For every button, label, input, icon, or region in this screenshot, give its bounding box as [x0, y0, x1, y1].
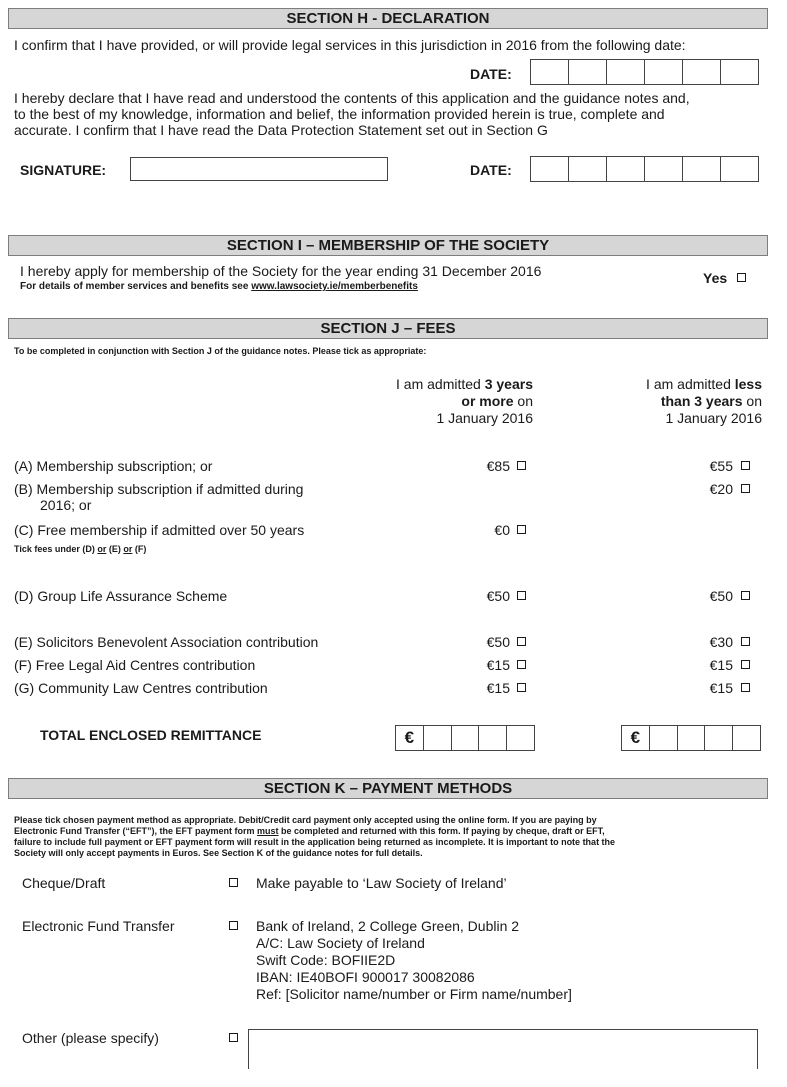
- date-field-1[interactable]: [530, 59, 759, 85]
- section-i-header: [8, 235, 768, 256]
- row-d-fee1: €50: [486, 588, 510, 604]
- row-g-label: (G) Community Law Centres contribution: [14, 680, 268, 696]
- row-g-checkbox-2[interactable]: [741, 683, 750, 692]
- row-d-fee2: €50: [709, 588, 733, 604]
- date-label-2: DATE:: [470, 162, 512, 178]
- row-b-checkbox-2[interactable]: [741, 484, 750, 493]
- payment-para-2: Electronic Fund Transfer (“EFT”), the EFT payment form must be completed and returned with this form. If paying by cheque, draft or EFT,: [14, 826, 605, 836]
- row-b-fee2: €20: [709, 481, 733, 497]
- total-field-2[interactable]: [621, 725, 761, 751]
- section-k-header: [8, 778, 768, 799]
- eft-checkbox[interactable]: [229, 921, 238, 930]
- section-j-title: SECTION J – FEES: [320, 320, 456, 337]
- row-c-checkbox-1[interactable]: [517, 525, 526, 534]
- section-j-header: [8, 318, 768, 339]
- col2-header-line2: than 3 years on: [660, 393, 762, 409]
- row-e-checkbox-1[interactable]: [517, 637, 526, 646]
- confirm-text: I confirm that I have provided, or will provide legal services in this jurisdiction in 2016 from the following date:: [14, 37, 686, 53]
- row-d-label: (D) Group Life Assurance Scheme: [14, 588, 228, 604]
- payment-para-3: failure to include full payment or EFT payment form will result in the application being returned as incomplete. It is important to note that the: [14, 837, 616, 847]
- section-h-header: [8, 8, 768, 29]
- row-e-checkbox-2[interactable]: [741, 637, 750, 646]
- cheque-label: Cheque/Draft: [22, 875, 106, 891]
- euro-symbol-2: €: [630, 728, 641, 747]
- member-benefits-link[interactable]: www.lawsociety.ie/memberbenefits: [251, 281, 418, 292]
- row-e-label: (E) Solicitors Benevolent Association contribution: [14, 634, 319, 650]
- row-a-label: (A) Membership subscription; or: [14, 458, 213, 474]
- date-label: DATE:: [470, 66, 512, 82]
- row-f-label: (F) Free Legal Aid Centres contribution: [14, 657, 256, 673]
- col2-header-line1: I am admitted less: [646, 376, 762, 392]
- details-prefix: For details of member services and benefits see: [20, 281, 252, 292]
- row-f-checkbox-2[interactable]: [741, 660, 750, 669]
- row-f-fee1: €15: [486, 657, 510, 673]
- declare-line-2: to the best of my knowledge, information and belief, the information provided herein is true, complete and: [14, 106, 665, 122]
- row-e-fee1: €50: [486, 634, 510, 650]
- row-d-checkbox-2[interactable]: [741, 591, 750, 600]
- section-k-title: SECTION K – PAYMENT METHODS: [263, 780, 513, 797]
- row-a-fee1: €85: [486, 458, 510, 474]
- row-g-fee2: €15: [709, 680, 733, 696]
- col1-header-line3: 1 January 2016: [436, 410, 533, 426]
- row-b-label-2: 2016; or: [40, 497, 92, 513]
- row-a-fee2: €55: [709, 458, 733, 474]
- eft-line-1: Bank of Ireland, 2 College Green, Dublin 2: [256, 918, 520, 934]
- eft-label: Electronic Fund Transfer: [22, 918, 175, 934]
- total-field-1[interactable]: [395, 725, 535, 751]
- row-g-fee1: €15: [486, 680, 510, 696]
- other-label: Other (please specify): [22, 1030, 159, 1046]
- eft-line-4: IBAN: IE40BOFI 900017 30082086: [256, 969, 475, 985]
- row-d-checkbox-1[interactable]: [517, 591, 526, 600]
- row-f-fee2: €15: [709, 657, 733, 673]
- row-f-checkbox-1[interactable]: [517, 660, 526, 669]
- col1-header-line1: I am admitted 3 years: [396, 376, 533, 392]
- other-checkbox[interactable]: [229, 1033, 238, 1042]
- membership-yes-checkbox[interactable]: [737, 273, 746, 282]
- row-b-label-1: (B) Membership subscription if admitted during: [14, 481, 304, 497]
- eft-line-3: Swift Code: BOFIIE2D: [256, 952, 396, 968]
- cheque-text: Make payable to ‘Law Society of Ireland’: [256, 875, 507, 891]
- yes-label: Yes: [703, 270, 728, 286]
- row-a-checkbox-1[interactable]: [517, 461, 526, 470]
- row-a-checkbox-2[interactable]: [741, 461, 750, 470]
- eft-line-2: A/C: Law Society of Ireland: [256, 935, 425, 951]
- signature-field[interactable]: [130, 157, 388, 181]
- section-i-title: SECTION I – MEMBERSHIP OF THE SOCIETY: [226, 237, 550, 254]
- total-remittance-label: TOTAL ENCLOSED REMITTANCE: [40, 727, 262, 743]
- declare-line-3: accurate. I confirm that I have read the Data Protection Statement set out in Section G: [14, 122, 548, 138]
- declare-line-1: I hereby declare that I have read and understood the contents of this application and the guidance notes and,: [14, 90, 690, 106]
- cheque-checkbox[interactable]: [229, 878, 238, 887]
- eft-line-5: Ref: [Solicitor name/number or Firm name/number]: [256, 986, 572, 1002]
- euro-symbol-1: €: [404, 728, 415, 747]
- other-specify-field[interactable]: [248, 1029, 758, 1069]
- apply-text: I hereby apply for membership of the Society for the year ending 31 December 2016: [20, 263, 542, 279]
- col1-header-line2: or more on: [461, 393, 533, 409]
- row-c-fee1: €0: [494, 522, 510, 538]
- row-g-checkbox-1[interactable]: [517, 683, 526, 692]
- payment-para-4: Society will only accept payments in Euros. See Section K of the guidance notes for full details.: [14, 848, 423, 858]
- row-e-fee2: €30: [709, 634, 733, 650]
- signature-label: SIGNATURE:: [20, 162, 107, 178]
- fees-instruction: To be completed in conjunction with Section J of the guidance notes. Please tick as appropriate:: [14, 346, 427, 356]
- tick-fees-note: Tick fees under (D) or (E) or (F): [14, 544, 147, 554]
- details-text: [20, 281, 418, 292]
- col2-header-line3: 1 January 2016: [665, 410, 762, 426]
- section-h-title: SECTION H - DECLARATION: [286, 10, 490, 27]
- row-c-label: (C) Free membership if admitted over 50 years: [14, 522, 305, 538]
- payment-para-1: Please tick chosen payment method as appropriate. Debit/Credit card payment only accepted using the online form. If you are paying by: [14, 815, 597, 825]
- date-field-2[interactable]: [530, 156, 759, 182]
